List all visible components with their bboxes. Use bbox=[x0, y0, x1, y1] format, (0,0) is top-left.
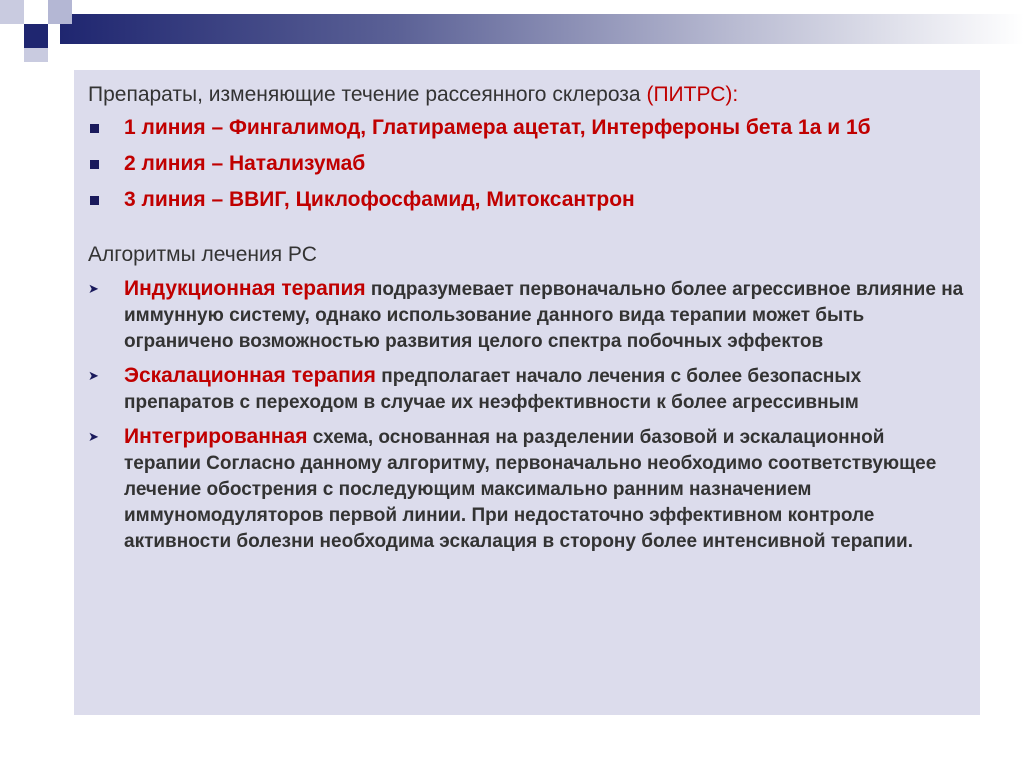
list-item-text: 3 линия – ВВИГ, Циклофосфамид, Митоксантрон bbox=[124, 188, 635, 211]
list-item-text: 1 линия – Фингалимод, Глатирамера ацетат, Интерфероны бета 1а и 1б bbox=[124, 116, 871, 139]
arrow-bullet-icon: ➤ bbox=[88, 368, 99, 383]
slide-heading bbox=[88, 82, 966, 108]
algorithm-description: подразумевает первоначально более агрессивное влияние на иммунную систему, однако использование данного вида терапии может быть ограничено возможностью развития целого спектра побочных эффектов bbox=[124, 279, 964, 352]
content-box bbox=[74, 70, 980, 715]
heading-text: Препараты, изменяющие течение рассеянного склероза bbox=[88, 83, 647, 106]
list-item-text: 2 линия – Натализумаб bbox=[124, 152, 366, 175]
list-item bbox=[88, 363, 966, 416]
list-item bbox=[88, 150, 966, 178]
algorithms-list bbox=[88, 276, 966, 555]
algorithm-description: схема, основанная на разделении базовой и эскалационной терапии Согласно данному алгоритму, первоначально необходимо соответствующее лечение обострения с последующим максимально ранним назначением иммуномодуляторов первой линии. При недостаточно эффективном контроле активности болезни необходима эскалация в сторону более интенсивной терапии. bbox=[124, 427, 937, 552]
algorithm-term: Индукционная терапия bbox=[124, 277, 366, 300]
algorithm-term: Эскалационная терапия bbox=[124, 364, 376, 387]
list-item bbox=[88, 114, 966, 142]
header-gradient-bar bbox=[60, 14, 1024, 44]
arrow-bullet-icon: ➤ bbox=[88, 429, 99, 444]
square-bullet-icon bbox=[90, 196, 99, 205]
square-bullet-icon bbox=[90, 124, 99, 133]
algorithm-description: предполагает начало лечения с более безопасных препаратов с переходом в случае их неэффективности к более агрессивным bbox=[124, 366, 862, 413]
algorithms-heading: Алгоритмы лечения РС bbox=[88, 243, 317, 266]
list-item bbox=[88, 186, 966, 214]
heading-abbreviation: (ПИТРС): bbox=[646, 83, 739, 106]
algorithm-term: Интегрированная bbox=[124, 425, 308, 448]
square-bullet-icon bbox=[90, 160, 99, 169]
treatment-lines-list bbox=[88, 114, 966, 214]
list-item bbox=[88, 424, 966, 555]
list-item bbox=[88, 276, 966, 355]
arrow-bullet-icon: ➤ bbox=[88, 281, 99, 296]
